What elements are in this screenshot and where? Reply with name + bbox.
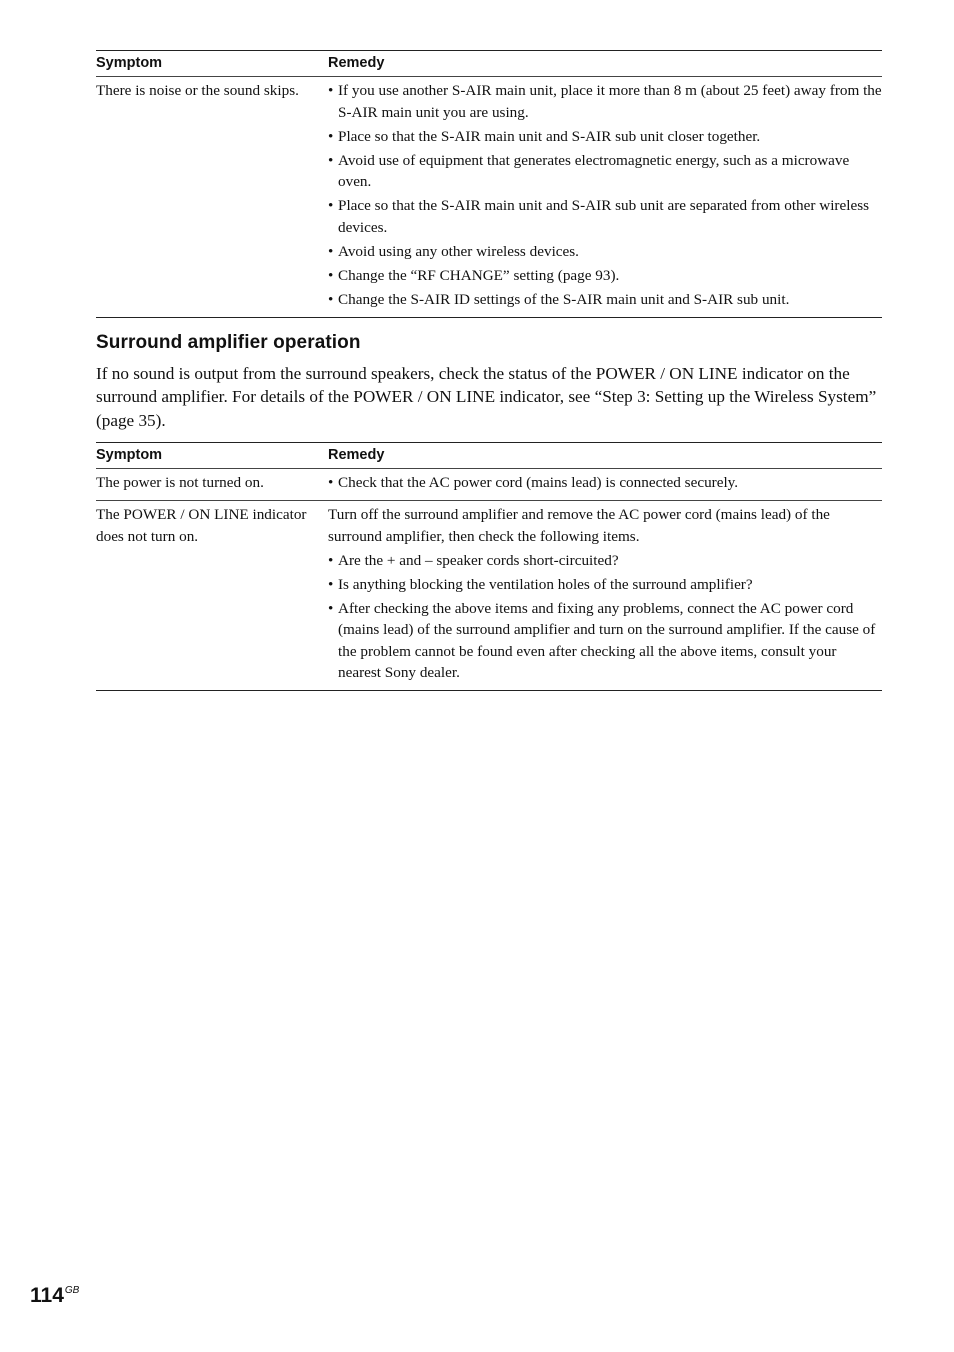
remedy-item: • Check that the AC power cord (mains lead) is connected securely. [328,472,882,494]
remedy-cell [328,469,882,501]
remedy-item: • Change the S-AIR ID settings of the S-AIR main unit and S-AIR sub unit. [328,289,882,311]
troubleshooting-table-surround-amplifier [96,442,882,691]
remedy-item: • Are the + and – speaker cords short-circuited? [328,550,882,572]
page-number [30,1284,79,1308]
page-number-suffix: GB [64,1285,80,1296]
remedy-intro: Turn off the surround amplifier and remove the AC power cord (mains lead) of the surround amplifier, then check the following items. [328,506,830,545]
table-header-row [96,51,882,77]
table-row [96,469,882,501]
remedy-item: • After checking the above items and fixing any problems, connect the AC power cord (mains lead) of the surround amplifier and turn on the surround amplifier. If the cause of the problem cannot be found even after checking all the above items, consult your nearest Sony dealer. [328,598,882,684]
symptom-column-header: Symptom [96,443,328,469]
remedy-item: • Is anything blocking the ventilation holes of the surround amplifier? [328,574,882,596]
symptom-column-header: Symptom [96,51,328,77]
remedy-item: • Place so that the S-AIR main unit and S-AIR sub unit are separated from other wireless devices. [328,195,882,238]
remedy-cell [328,77,882,318]
remedy-column-header: Remedy [328,51,882,77]
remedy-list [328,550,882,684]
section-heading: Surround amplifier operation [96,331,361,353]
page-content [96,50,882,691]
remedy-list [328,80,882,310]
troubleshooting-table-sair [96,50,882,318]
symptom-cell: The POWER / ON LINE indicator does not turn on. [96,501,328,691]
remedy-list [328,472,882,494]
table-header-row [96,443,882,469]
table-row [96,77,882,318]
remedy-column-header: Remedy [328,443,882,469]
symptom-cell: There is noise or the sound skips. [96,77,328,318]
symptom-cell: The power is not turned on. [96,469,328,501]
remedy-item: • Avoid use of equipment that generates electromagnetic energy, such as a microwave oven. [328,150,882,193]
remedy-item: • Change the “RF CHANGE” setting (page 93). [328,265,882,287]
remedy-item: • If you use another S-AIR main unit, place it more than 8 m (about 25 feet) away from the S-AIR main unit you are using. [328,80,882,123]
page-number-value: 114 [30,1284,64,1307]
remedy-item: • Place so that the S-AIR main unit and S-AIR sub unit closer together. [328,126,882,148]
remedy-item: • Avoid using any other wireless devices. [328,241,882,263]
table-row [96,501,882,691]
remedy-cell [328,501,882,691]
section-intro-paragraph: If no sound is output from the surround speakers, check the status of the POWER / ON LINE indicator on the surround amplifier. For details of the POWER / ON LINE indicator, see “Step 3: Setting up the Wireless System” (page 35). [96,363,877,430]
